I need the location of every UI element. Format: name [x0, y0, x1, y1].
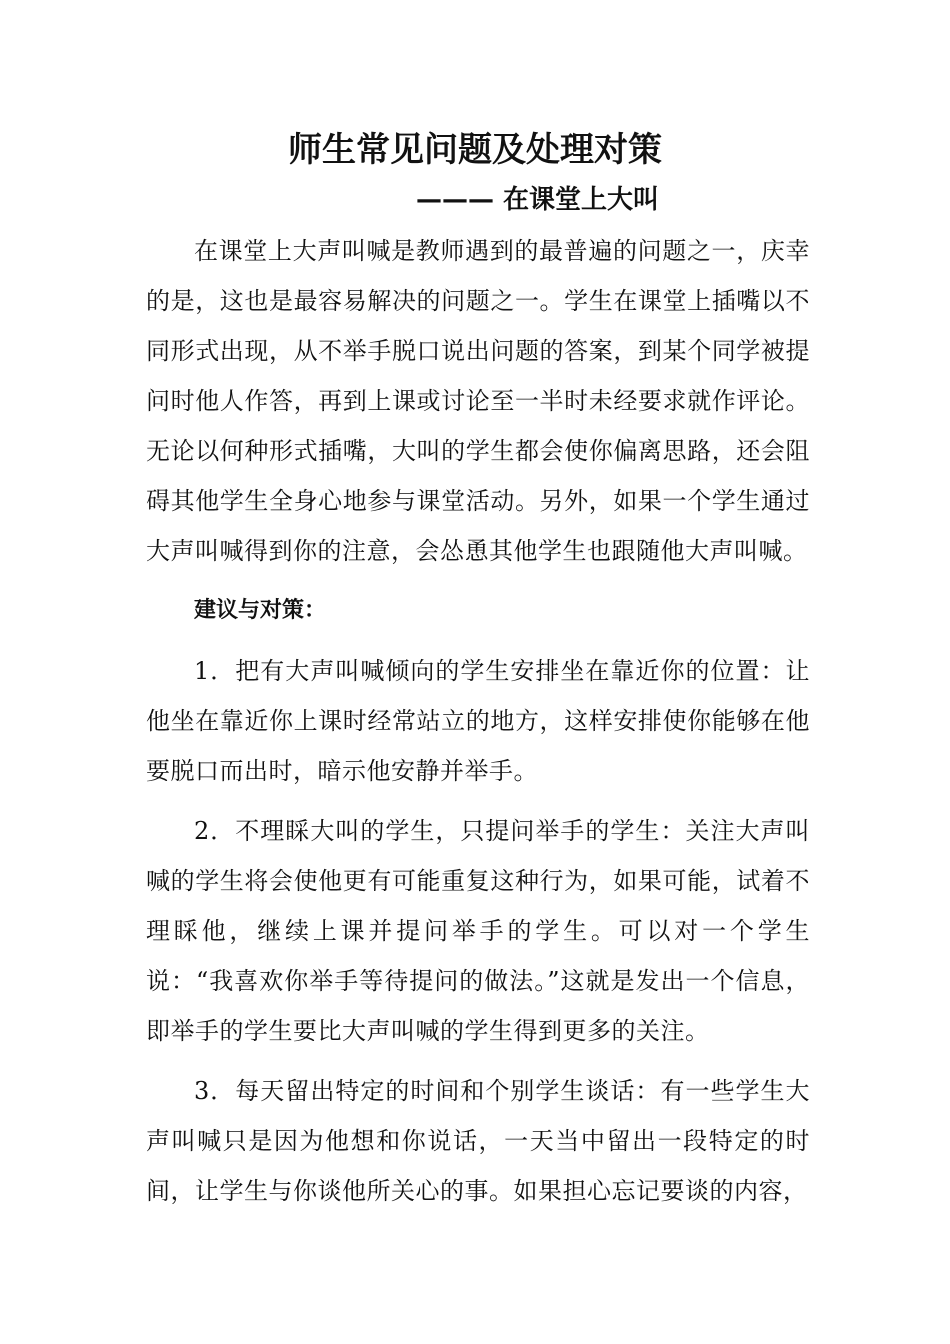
advice-item-1: 1．把有大声叫喊倾向的学生安排坐在靠近你的位置：让他坐在靠近你上课时经常站立的地方，这样安排使你能够在他要脱口而出时，暗示他安静并举手。: [146, 657, 810, 785]
document-title: 师生常见问题及处理对策: [288, 130, 662, 170]
advice-item-2: 2．不理睬大叫的学生，只提问举手的学生：关注大声叫喊的学生将会使他更有可能重复这种行为，如果可能，试着不理睬他，继续上课并提问举手的学生。可以对一个学生说：“我喜欢你举手等待提问的做法。”这就是发出一个信息，即举手的学生要比大声叫喊的学生得到更多的关注。: [146, 817, 810, 1045]
advice-heading: 建议与对策：: [194, 598, 327, 623]
intro-paragraph: 在课堂上大声叫喊是教师遇到的最普遍的问题之一，庆幸的是，这也是最容易解决的问题之一。学生在课堂上插嘴以不同形式出现，从不举手脱口说出问题的答案，到某个同学被提问时他人作答，再到上课或讨论至一半时未经要求就作评论。无论以何种形式插嘴，大叫的学生都会使你偏离思路，还会阻碍其他学生全身心地参与课堂活动。另外，如果一个学生通过大声叫喊得到你的注意，会怂恿其他学生也跟随他大声叫喊。: [146, 237, 810, 565]
document-body: [146, 226, 810, 1226]
document-subtitle: ——— 在课堂上大叫: [416, 185, 660, 215]
advice-item-3: 3．每天留出特定的时间和个别学生谈话：有一些学生大声叫喊只是因为他想和你说话，一天当中留出一段特定的时间，让学生与你谈他所关心的事。如果担心忘记要谈的内容，: [146, 1077, 810, 1205]
